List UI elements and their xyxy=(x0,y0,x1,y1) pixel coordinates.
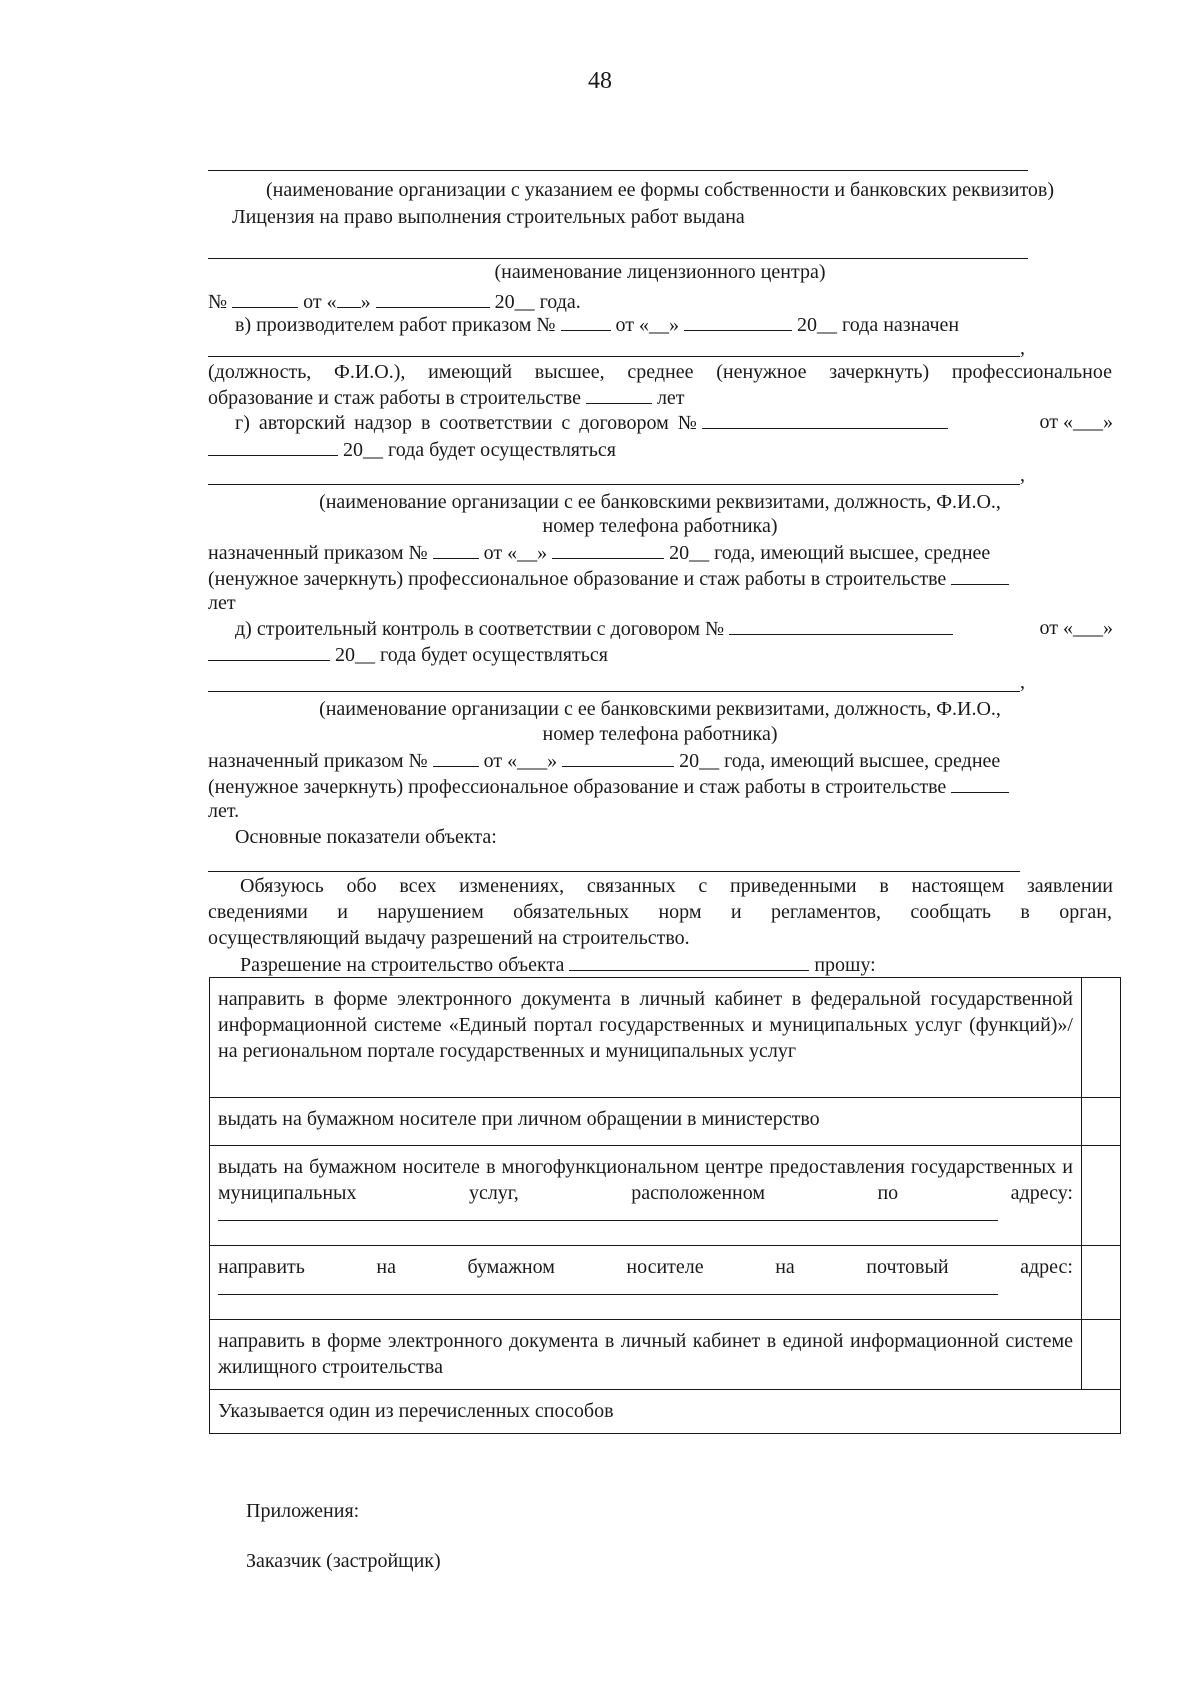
supervision-comma: , xyxy=(1020,464,1025,486)
unneeded2-experience-blank xyxy=(951,774,1009,793)
appointed2-number-blank xyxy=(433,748,479,767)
attachments-label: Приложения: xyxy=(246,1500,360,1522)
appointed2-year: 20__ года, имеющий высшее, среднее xyxy=(679,750,1001,772)
appointed-year: 20__ года, имеющий высшее, среднее xyxy=(669,542,991,564)
main-indicators: Основные показатели объекта: xyxy=(235,826,497,848)
unneeded-line xyxy=(208,566,1112,591)
option-text-cell xyxy=(210,1246,1082,1320)
supervision-prefix: г) авторский надзор в соответствии с договором № xyxy=(235,412,697,434)
delivery-options-table xyxy=(209,977,1121,1434)
option-row xyxy=(210,1246,1121,1320)
option-checkbox[interactable] xyxy=(1082,1320,1121,1390)
option-row xyxy=(210,978,1121,1098)
years-line: лет xyxy=(208,592,236,614)
supervision-line xyxy=(235,410,1113,435)
page-number: 48 xyxy=(588,68,612,94)
years2-line: лет. xyxy=(208,800,240,822)
option-text-cell xyxy=(210,1098,1082,1146)
unneeded2-line xyxy=(208,774,1112,799)
unneeded-experience-blank xyxy=(951,566,1009,585)
permit-line xyxy=(240,952,1144,977)
license-center-caption: (наименование лицензионного центра) xyxy=(494,261,826,283)
option-row xyxy=(210,1098,1121,1146)
org-underline xyxy=(208,170,1028,171)
license-number-blank xyxy=(232,289,298,308)
unneeded2-text: (ненужное зачеркнуть) профессиональное образование и стаж работы в строительстве xyxy=(208,776,947,798)
option-text: направить в форме электронного документа в личный кабинет в единой информационной системе жилищного строительства xyxy=(218,1330,1073,1378)
producer-line xyxy=(235,312,1139,337)
option-text-cell xyxy=(210,1146,1082,1246)
appointed2-from: от «___» xyxy=(483,750,558,772)
supervision-caption-b: номер телефона работника) xyxy=(542,515,778,537)
option-text: выдать на бумажном носителе в многофункциональном центре предоставления государственных и муниципальных услуг, расположенном по адресу: xyxy=(218,1156,1073,1204)
supervision-month-blank xyxy=(208,437,338,456)
supervision-contract-blank xyxy=(702,410,948,429)
control-year-line xyxy=(208,642,1112,667)
option-checkbox[interactable] xyxy=(1082,1146,1121,1246)
control-underline xyxy=(208,691,1020,692)
producer-prefix: в) производителем работ приказом № xyxy=(235,314,556,336)
option-text: выдать на бумажном носителе при личном обращении в министерство xyxy=(218,1108,820,1130)
commit-line-b: сведениями и нарушением обязательных норм и регламентов, сообщать в орган, xyxy=(208,901,1112,923)
control-year: 20__ года будет осуществляться xyxy=(335,644,608,666)
option-checkbox[interactable] xyxy=(1082,1098,1121,1146)
education-text: образование и стаж работы в строительстве xyxy=(208,387,581,409)
option-row xyxy=(210,1320,1121,1390)
control-from: от «___» xyxy=(1039,617,1113,639)
position-line: (должность, Ф.И.О.), имеющий высшее, среднее (ненужное зачеркнуть) профессиональное xyxy=(208,361,1112,383)
commit-line-a: Обязуюсь обо всех изменениях, связанных с приведенными в настоящем заявлении xyxy=(240,875,1113,897)
option-text: направить на бумажном носителе на почтовый адрес: xyxy=(218,1256,1073,1278)
option-row xyxy=(210,1146,1121,1246)
license-year: 20__ года. xyxy=(494,291,581,313)
appointed-number-blank xyxy=(433,540,479,559)
appointed2-month-blank xyxy=(562,748,674,767)
producer-year: 20__ года назначен xyxy=(797,314,960,336)
commit-line-c: осуществляющий выдачу разрешений на строительство. xyxy=(208,927,690,949)
permit-request: прошу: xyxy=(814,954,876,976)
permit-object-blank xyxy=(569,952,809,971)
producer-underline xyxy=(208,356,1020,357)
education-line xyxy=(208,385,1112,410)
appointed-from: от «__» xyxy=(483,542,548,564)
education-years: лет xyxy=(656,387,685,409)
permit-text: Разрешение на строительство объекта xyxy=(240,954,565,976)
option-text-cell xyxy=(210,1320,1082,1390)
control-caption-b: номер телефона работника) xyxy=(542,723,778,745)
license-day-blank xyxy=(337,289,361,308)
appointed-month-blank xyxy=(552,540,664,559)
supervision-underline xyxy=(208,484,1020,485)
address-underline xyxy=(218,1220,998,1227)
control-line xyxy=(235,616,1113,641)
postal-underline xyxy=(218,1294,998,1301)
appointed-prefix: назначенный приказом № xyxy=(208,542,428,564)
options-note: Указывается один из перечисленных способов xyxy=(210,1390,1121,1434)
unneeded-text: (ненужное зачеркнуть) профессиональное образование и стаж работы в строительстве xyxy=(208,568,947,590)
appointed2-line xyxy=(208,748,1112,773)
license-number-line xyxy=(208,289,1112,314)
license-quote: » xyxy=(360,291,371,313)
producer-number-blank xyxy=(561,312,611,331)
appointed-line xyxy=(208,540,1112,565)
license-month-blank xyxy=(376,289,490,308)
control-prefix: д) строительный контроль в соответствии с договором № xyxy=(235,618,725,640)
indicators-underline xyxy=(208,871,1020,872)
control-caption-a: (наименование организации с ее банковскими реквизитами, должность, Ф.И.О., xyxy=(319,698,1001,720)
producer-comma: , xyxy=(1020,337,1025,359)
producer-month-blank xyxy=(684,312,792,331)
option-text-cell xyxy=(210,978,1082,1098)
option-checkbox[interactable] xyxy=(1082,978,1121,1098)
producer-from: от «__» xyxy=(615,314,680,336)
customer-label: Заказчик (застройщик) xyxy=(246,1550,441,1572)
number-sign: № xyxy=(208,291,228,313)
appointed2-prefix: назначенный приказом № xyxy=(208,750,428,772)
supervision-year-line xyxy=(208,437,1112,462)
supervision-year: 20__ года будет осуществляться xyxy=(343,439,616,461)
control-month-blank xyxy=(208,642,330,661)
supervision-from: от «___» xyxy=(1039,411,1113,433)
license-center-underline xyxy=(208,258,1028,259)
license-from: от « xyxy=(303,291,337,313)
supervision-caption-a: (наименование организации с ее банковскими реквизитами, должность, Ф.И.О., xyxy=(319,491,1001,513)
org-caption: (наименование организации с указанием ее формы собственности и банковских реквизитов) xyxy=(265,179,1055,201)
option-text: направить в форме электронного документа в личный кабинет в федеральной государственной информационной системе «Единый портал государственных и муниципальных услуг (функций)»/на региональном портале государственных и муниципальных услуг xyxy=(218,988,1073,1062)
control-comma: , xyxy=(1020,671,1025,693)
license-line: Лицензия на право выполнения строительных работ выдана xyxy=(232,206,745,228)
option-checkbox[interactable] xyxy=(1082,1246,1121,1320)
options-note-row xyxy=(210,1390,1121,1434)
experience-blank xyxy=(586,385,652,404)
control-contract-blank xyxy=(729,616,953,635)
